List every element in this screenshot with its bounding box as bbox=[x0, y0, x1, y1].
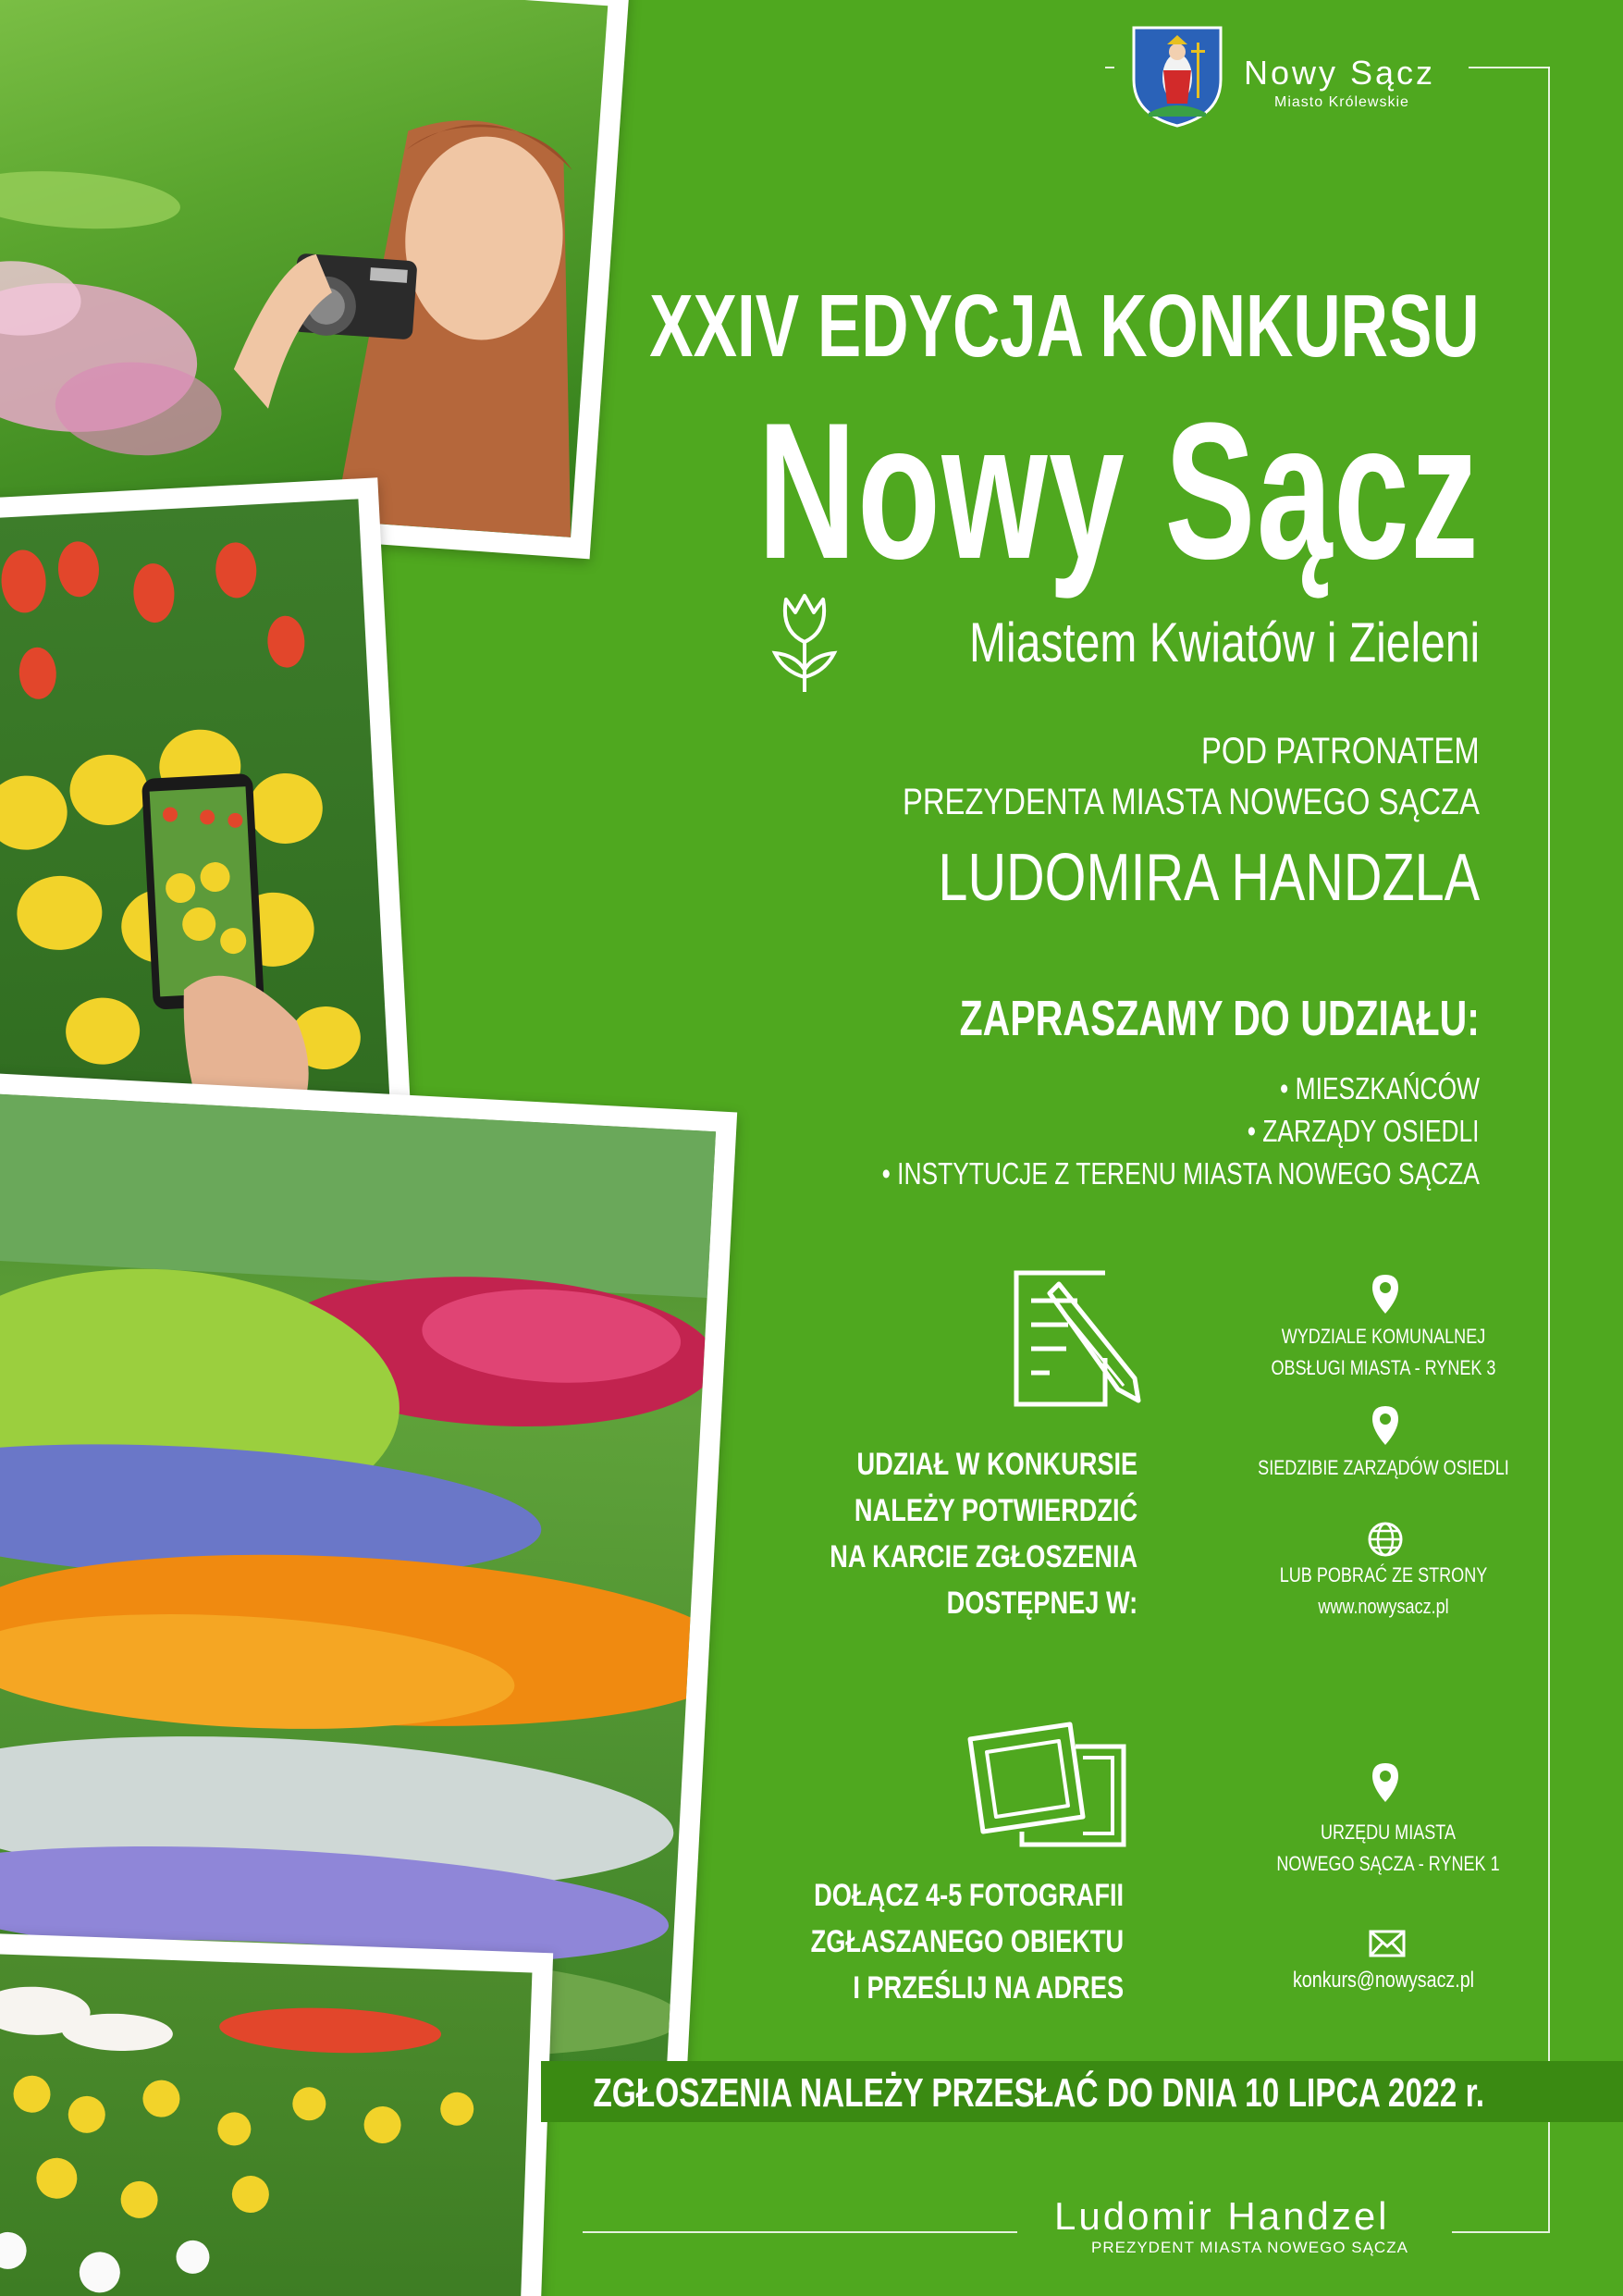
photo-daffodils-image bbox=[0, 1954, 532, 2296]
frame-line-top-right bbox=[1469, 67, 1550, 68]
signature-name: Ludomir Handzel bbox=[1054, 2194, 1390, 2238]
header-city-subtitle: Miasto Królewskie bbox=[1274, 94, 1409, 110]
city-crest-icon bbox=[1130, 24, 1224, 128]
photo-flower-beds-image bbox=[0, 1093, 716, 2070]
invite-item: • INSTYTUCJE Z TERENU MIASTA NOWEGO SĄCZA bbox=[881, 1156, 1480, 1191]
woman-camera-illustration bbox=[0, 0, 608, 537]
photos-icon bbox=[966, 1721, 1128, 1850]
location-3-line-2: NOWEGO SĄCZA - RYNEK 1 bbox=[1276, 1852, 1500, 1875]
frame-line-bottom bbox=[583, 2231, 1017, 2233]
location-pin-icon bbox=[1371, 1273, 1400, 1315]
tagline: Miastem Kwiatów i Zieleni bbox=[968, 611, 1480, 673]
patronage-line-2: PREZYDENTA MIASTA NOWEGO SĄCZA bbox=[903, 782, 1480, 822]
signature-title: PREZYDENT MIASTA NOWEGO SĄCZA bbox=[1091, 2239, 1408, 2256]
website-url[interactable]: www.nowysacz.pl bbox=[1318, 1595, 1449, 1618]
flower-beds-illustration bbox=[0, 1093, 716, 2070]
location-1 bbox=[1270, 1321, 1497, 1384]
invite-item: • ZARZĄDY OSIEDLI bbox=[1248, 1114, 1480, 1148]
tulip-icon bbox=[768, 588, 842, 696]
photos-line: DOŁĄCZ 4-5 FOTOGRAFII bbox=[814, 1878, 1124, 1913]
header-city-name: Nowy Sącz bbox=[1244, 54, 1436, 92]
confirm-line: NALEŻY POTWIERDZIĆ bbox=[854, 1493, 1137, 1528]
globe-icon bbox=[1367, 1521, 1404, 1558]
frame-line-bottom-right bbox=[1452, 2231, 1550, 2233]
confirm-line: NA KARCIE ZGŁOSZENIA bbox=[830, 1539, 1137, 1574]
city-title: Nowy Sącz bbox=[757, 382, 1480, 599]
photos-line: I PRZEŚLIJ NA ADRES bbox=[853, 1970, 1124, 2006]
frame-line-top-left bbox=[1105, 67, 1114, 68]
location-3 bbox=[1271, 1817, 1506, 1880]
photo-woman-camera-image bbox=[0, 0, 608, 537]
location-pin-icon bbox=[1371, 1761, 1400, 1804]
mail-icon bbox=[1369, 1930, 1406, 1957]
confirm-line: UDZIAŁ W KONKURSIE bbox=[856, 1447, 1137, 1482]
invite-heading: ZAPRASZAMY DO UDZIAŁU: bbox=[959, 991, 1480, 1046]
patronage-line-1: POD PATRONATEM bbox=[1201, 731, 1480, 772]
location-pin-icon bbox=[1371, 1404, 1400, 1447]
edition-title: XXIV EDYCJA KONKURSU bbox=[649, 277, 1480, 376]
deadline-text: ZGŁOSZENIA NALEŻY PRZESŁAĆ DO DNIA 10 LIPCA 2022 r. bbox=[593, 2070, 1484, 2116]
invite-item: • MIESZKAŃCÓW bbox=[1279, 1071, 1480, 1105]
document-edit-icon bbox=[1013, 1269, 1142, 1408]
photo-woman-camera bbox=[0, 0, 630, 559]
website-label: LUB POBRAĆ ZE STRONY bbox=[1279, 1563, 1488, 1586]
daffodils-illustration bbox=[0, 1954, 532, 2296]
frame-line-right bbox=[1548, 67, 1550, 2231]
location-2: SIEDZIBIE ZARZĄDÓW OSIEDLI bbox=[1258, 1456, 1509, 1479]
website-info bbox=[1270, 1560, 1497, 1623]
email-link[interactable]: konkurs@nowysacz.pl bbox=[1292, 1968, 1475, 1993]
location-3-line-1: URZĘDU MIASTA bbox=[1320, 1821, 1456, 1844]
patron-name: LUDOMIRA HANDZLA bbox=[938, 841, 1480, 915]
confirm-text bbox=[830, 1441, 1137, 1626]
location-1-line-1: WYDZIALE KOMUNALNEJ bbox=[1281, 1325, 1486, 1348]
photos-line: ZGŁASZANEGO OBIEKTU bbox=[810, 1924, 1124, 1959]
confirm-line: DOSTĘPNEJ W: bbox=[946, 1586, 1137, 1621]
location-1-line-2: OBSŁUGI MIASTA - RYNEK 3 bbox=[1271, 1356, 1496, 1379]
photos-text bbox=[811, 1872, 1124, 2011]
photo-daffodils bbox=[0, 1932, 553, 2296]
